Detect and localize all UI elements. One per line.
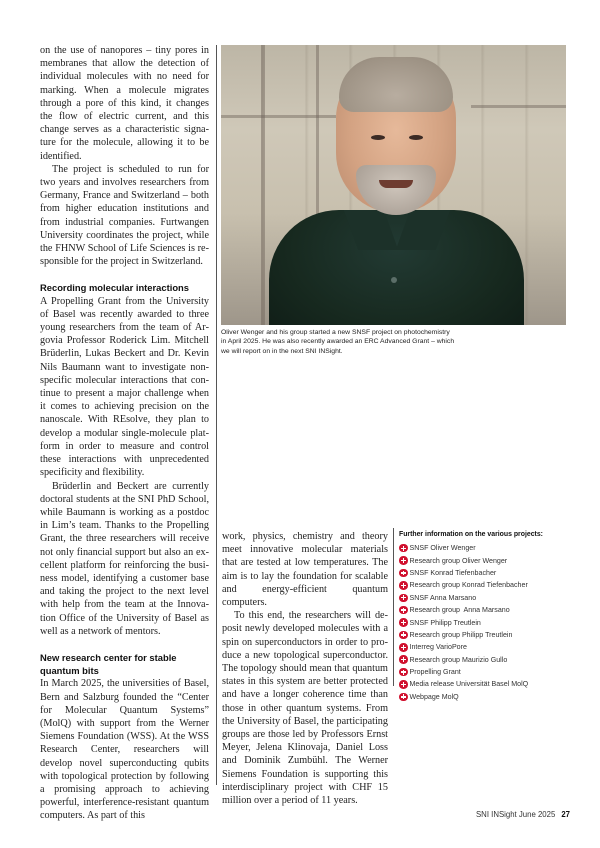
plus-circle-icon — [399, 594, 408, 603]
section-heading-molecular-interactions: Recording molecular interactions — [40, 282, 189, 294]
photo-detail — [391, 277, 397, 283]
paragraph: on the use of nanopores – tiny pores in membranes that allow the detection of individual molecules with no need for marking. When a molecule migrates through a pore of this kind, it changes the flow of electric current, and this change serves as a characteristic signature for the molecule, allowing it to be identified. — [40, 45, 209, 162]
link-webpage-molq[interactable] — [399, 691, 579, 703]
plus-circle-icon — [399, 631, 408, 640]
link-label[interactable]: Research group Philipp Treutlein — [409, 630, 513, 639]
link-label[interactable]: Research group Anna Marsano — [409, 606, 510, 615]
further-information-box — [399, 530, 579, 703]
page-footer — [430, 810, 570, 819]
paragraph: To this end, the researchers will deposit newly developed molecules with a spin on superconductors in order to produce a new topological superconductor. The topology should mean that quantum states in this system are better protected and have a longer coherence time than those in other quantum systems. From the University of Basel, the participating groups are those led by Professors Ernst Meyer, Jelena Klinovaja, Daniel Loss and Dominik Zumbühl. The Werner Siemens Foundation is supporting this interdisciplinary project with CHF 15 million over a period of 11 years. — [222, 610, 388, 807]
page-number: 27 — [561, 810, 570, 819]
plus-circle-icon — [399, 569, 408, 578]
link-label[interactable]: Research group Konrad Tiefenbacher — [409, 581, 528, 590]
photo-shirt — [269, 210, 524, 325]
paragraph: The project is scheduled to run for two years and involves researchers from Germany, France and Switzerland – both from higher education institutions and from industrial companies. Furtwangen University coordinates the project, while the FHNW School of Life Sciences is responsible for the project in Switzerland. — [40, 163, 209, 268]
photo-detail — [379, 180, 413, 188]
paragraph: work, physics, chemistry and theory meet innovative molecular materials that are tested at low temperatures. The aim is to lay the foundation for scalable and energy-efficient quantum computers. — [222, 531, 388, 609]
plus-circle-icon — [399, 606, 408, 615]
photo-detail — [409, 135, 423, 140]
photo-caption — [221, 328, 551, 356]
link-label[interactable]: Propelling Grant — [409, 668, 461, 677]
portrait-photo — [221, 45, 566, 325]
column-divider-right — [393, 528, 394, 686]
plus-circle-icon — [399, 556, 408, 565]
link-snsf-anna-marsano[interactable] — [399, 592, 579, 604]
photo-detail — [471, 105, 566, 108]
link-snsf-philipp-treutlein[interactable] — [399, 616, 579, 628]
paragraph: Brüderlin and Beckert are currently doctoral students at the SNI PhD School, while Baumann is working as a postdoc in Lim’s team. Thanks to the Propelling Grant, the three researchers will receive not only financial support but also an excellent platform for reinforcing the business model, identifying a customer base and taking the project to the next level with help from the team at the Innovation Office of the University of Basel as well as a network of mentors. — [40, 480, 209, 637]
link-interreg-variopore[interactable] — [399, 641, 579, 653]
link-label[interactable]: Research group Maurizio Gullo — [409, 655, 508, 664]
info-box-title: Further information on the various projects: — [399, 531, 543, 538]
middle-column — [222, 530, 388, 807]
photo-detail — [221, 115, 336, 118]
photo-detail — [261, 45, 265, 325]
caption-line: Oliver Wenger and his group started a new SNSF project on photochemistry — [221, 329, 450, 336]
photo-detail — [371, 135, 385, 140]
plus-circle-icon — [399, 643, 408, 652]
link-research-group-oliver-wenger[interactable] — [399, 554, 579, 566]
plus-circle-icon — [399, 544, 408, 553]
photo-hair — [339, 57, 453, 112]
link-research-group-konrad-tiefenbacher[interactable] — [399, 579, 579, 591]
link-snsf-oliver-wenger[interactable] — [399, 542, 579, 554]
publication-name: SNI INSight June 2025 — [475, 810, 556, 819]
plus-circle-icon — [399, 581, 408, 590]
section-heading-quantum-center: New research center for stable quantum bits — [40, 651, 177, 677]
paragraph: In March 2025, the universities of Basel, Bern and Salzburg founded the “Center for Molecular Quantum Systems” (MolQ) with support from the Werner Siemens Foundation (WSS). At the WSS Research Center, researchers will develop novel superconducting qubits with topological protection by following a promising approach to achieving powerful, interference-resistant quantum computers. As part of this — [40, 678, 209, 822]
caption-line: in April 2025. He was also recently awarded an ERC Advanced Grant – which — [221, 338, 455, 346]
link-propelling-grant[interactable] — [399, 666, 579, 678]
link-label[interactable]: SNSF Konrad Tiefenbacher — [409, 568, 497, 577]
link-label[interactable]: Research group Oliver Wenger — [409, 556, 508, 565]
link-label[interactable]: SNSF Anna Marsano — [409, 593, 477, 602]
link-media-release-molq[interactable] — [399, 678, 579, 690]
link-snsf-konrad-tiefenbacher[interactable] — [399, 567, 579, 579]
link-research-group-anna-marsano[interactable] — [399, 604, 579, 616]
plus-circle-icon — [399, 693, 408, 702]
link-label[interactable]: SNSF Philipp Treutlein — [409, 618, 481, 627]
plus-circle-icon — [399, 655, 408, 664]
paragraph: A Propelling Grant from the University of Basel was recently awarded to three young researchers from the team of Argovia Professor Roderick Lim. Mitchell Brüderlin, Lukas Beckert and Dr. Kevin Nils Baumann want to investigate nonspecific molecular interactions that continue to present a major challenge when it comes to achieving precision on the nanoscale. With REsolve, they plan to develop a modular single-molecule platform in order to measure and control these interactions with unprecedented specificity and flexibility. — [40, 295, 209, 479]
link-label[interactable]: Media release Universität Basel MolQ — [409, 680, 529, 689]
left-column — [40, 44, 209, 823]
caption-line: we will report on in the next SNI INSight. — [221, 347, 343, 355]
plus-circle-icon — [399, 668, 408, 677]
link-label[interactable]: Interreg VarioPore — [409, 643, 467, 652]
column-divider-left — [216, 45, 217, 785]
link-label[interactable]: SNSF Oliver Wenger — [409, 544, 476, 553]
plus-circle-icon — [399, 618, 408, 627]
link-research-group-maurizio-gullo[interactable] — [399, 654, 579, 666]
plus-circle-icon — [399, 680, 408, 689]
link-research-group-philipp-treutlein[interactable] — [399, 629, 579, 641]
link-label[interactable]: Webpage MolQ — [409, 692, 459, 701]
